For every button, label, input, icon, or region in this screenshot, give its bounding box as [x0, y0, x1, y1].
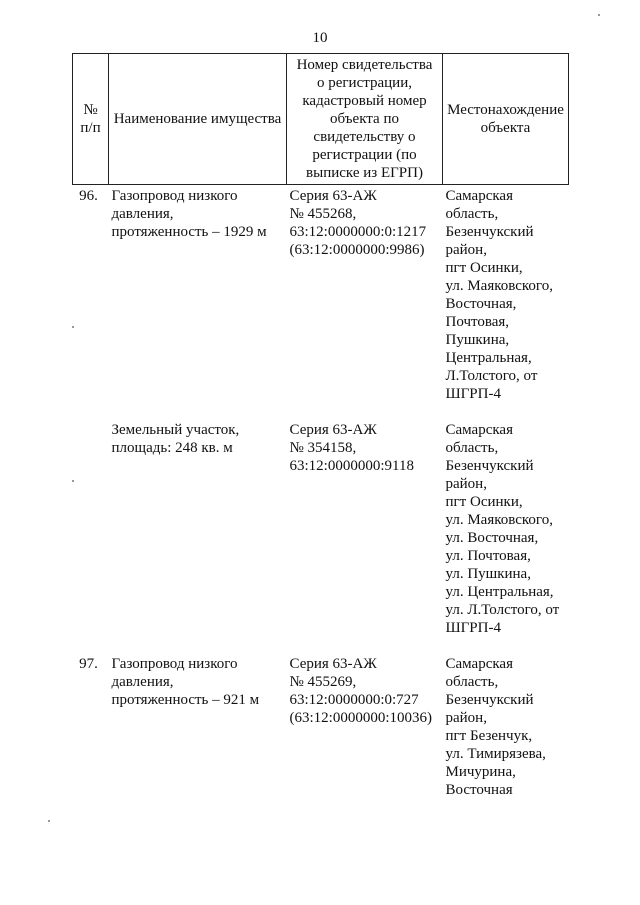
header-number: № п/п	[73, 54, 109, 185]
row-number	[73, 419, 109, 637]
header-certificate: Номер свидетельства о регистрации, кадастровый номер объекта по свидетельству о регистрации (по выписке из ЕГРП)	[287, 54, 443, 185]
property-table	[72, 53, 569, 799]
row-property-name: Газопровод низкого давления, протяженность – 921 м	[111, 656, 260, 708]
row-certificate: Серия 63-АЖ № 455269, 63:12:0000000:0:727 (63:12:0000000:10036)	[289, 656, 432, 726]
table-header-row	[73, 54, 569, 185]
header-location: Местонахождение объекта	[443, 54, 569, 185]
row-gap	[73, 403, 569, 419]
row-number: 97.	[79, 656, 98, 672]
table-row	[73, 653, 569, 799]
row-number: 96.	[79, 188, 98, 204]
row-property-name: Газопровод низкого давления, протяженность – 1929 м	[111, 188, 267, 240]
row-location: Самарская область, Безенчукский район, пгт Осинки, ул. Маяковского, ул. Восточная, ул. Почтовая, ул. Пушкина, ул. Центральная, ул. Л.Толстого, от ШГРП-4	[445, 422, 560, 636]
table-row	[73, 419, 569, 637]
row-location: Самарская область, Безенчукский район, пгт Безенчук, ул. Тимирязева, Мичурина, Восточная	[445, 656, 546, 798]
table-row	[73, 185, 569, 404]
row-certificate: Серия 63-АЖ № 354158, 63:12:0000000:9118	[289, 422, 414, 474]
row-location: Самарская область, Безенчукский район, пгт Осинки, ул. Маяковского, Восточная, Почтовая, Пушкина, Центральная, Л.Толстого, от ШГРП-4	[445, 188, 553, 402]
scan-mark	[72, 326, 74, 328]
row-gap	[73, 637, 569, 653]
scan-mark	[72, 480, 74, 482]
header-property-name: Наименование имущества	[109, 54, 287, 185]
scan-mark	[598, 14, 600, 16]
page-number: 10	[312, 30, 328, 46]
row-certificate: Серия 63-АЖ № 455268, 63:12:0000000:0:1217 (63:12:0000000:9986)	[289, 188, 427, 258]
scan-mark	[48, 820, 50, 822]
row-property-name: Земельный участок, площадь: 248 кв. м	[111, 422, 240, 456]
